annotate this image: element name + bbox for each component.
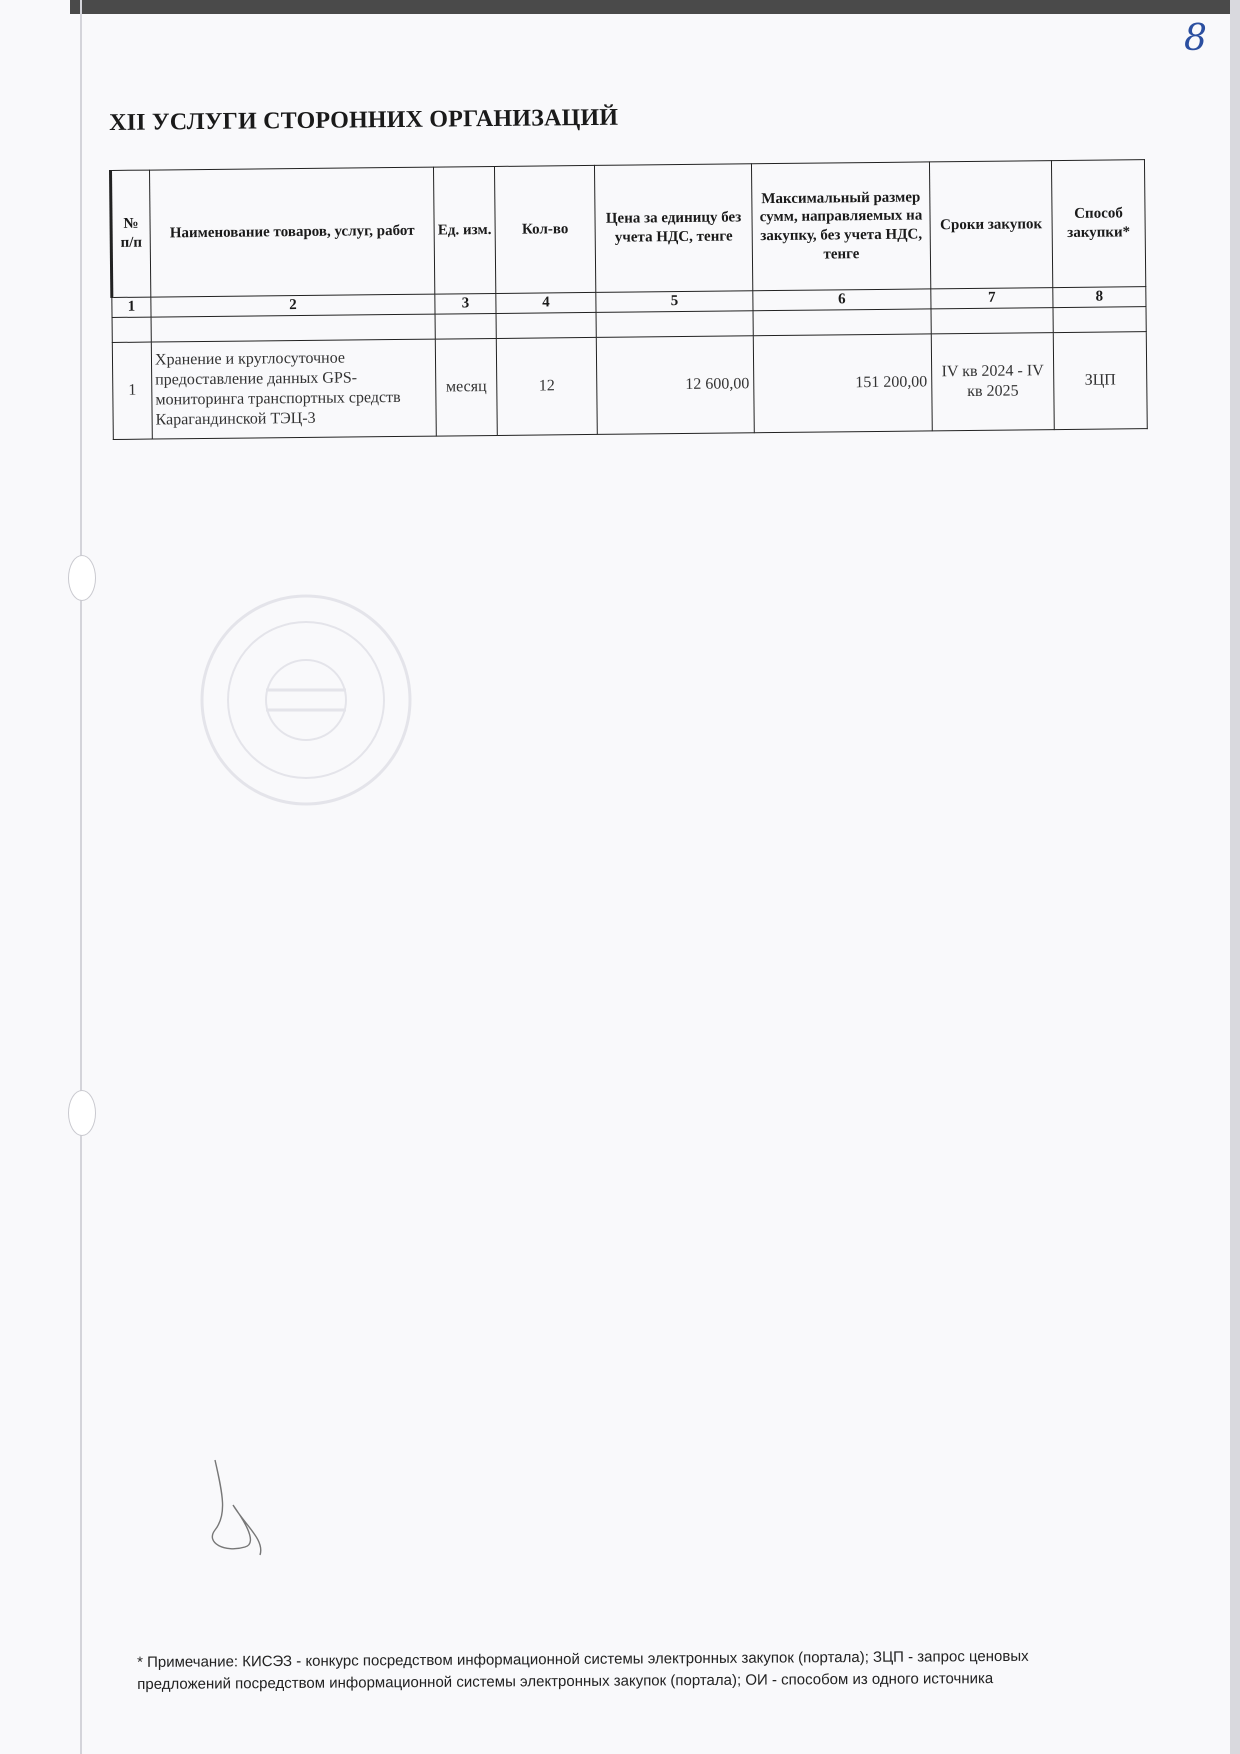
column-number-cell: 6 (753, 289, 931, 311)
handwritten-signature (205, 1455, 275, 1565)
column-number-cell: 2 (151, 294, 435, 317)
row-max-sum-cell: 151 200,00 (753, 334, 932, 433)
row-unit-cell: месяц (435, 338, 497, 436)
row-method-cell: ЗЦП (1053, 331, 1147, 429)
empty-cell (151, 314, 435, 342)
table-row (112, 331, 1147, 439)
empty-cell (931, 307, 1053, 333)
column-number-cell: 5 (596, 291, 753, 312)
column-number-cell: 4 (496, 292, 596, 313)
procurement-table-wrapper (109, 159, 1148, 440)
header-cell-unit: Ед. изм. (433, 166, 495, 294)
row-number-cell: 1 (112, 342, 152, 439)
column-number-cell: 3 (435, 293, 496, 313)
punch-hole-upper (68, 555, 96, 601)
faded-stamp (196, 590, 416, 810)
handwritten-page-number: 8 (1184, 18, 1207, 59)
empty-cell (753, 309, 931, 336)
scan-right-edge (1230, 0, 1240, 1754)
punch-hole-lower (68, 1090, 96, 1136)
row-name-cell: Хранение и круглосуточное предоставление данных GPS-мониторинга транспортных средств Карагандинской ТЭЦ-3 (151, 339, 436, 439)
row-unit-price-cell: 12 600,00 (596, 336, 754, 435)
table-header-row (111, 160, 1146, 298)
header-cell-unit-price: Цена за единицу без учета НДС, тенге (594, 164, 752, 293)
procurement-table (109, 159, 1148, 440)
scan-top-edge (70, 0, 1240, 14)
row-terms-cell: IV кв 2024 - IV кв 2025 (931, 332, 1054, 430)
empty-cell (496, 312, 596, 338)
binding-fold-line (80, 0, 82, 1754)
header-cell-quantity: Кол-во (494, 165, 595, 293)
header-cell-number: № п/п (111, 170, 151, 297)
column-number-cell: 8 (1053, 287, 1146, 308)
footnote-note: * Примечание: КИСЭЗ - конкурс посредством информационной системы электронных закупок (портала); ЗЦП - запрос ценовых предложений посредством информационной системы электронных закупок (портала); ОИ - способом из одного источника (137, 1647, 1029, 1693)
empty-cell (1053, 306, 1146, 332)
header-cell-name: Наименование товаров, услуг, работ (150, 167, 435, 297)
header-cell-terms: Сроки закупок (929, 161, 1052, 289)
column-number-cell: 7 (931, 288, 1053, 309)
empty-cell (596, 311, 753, 338)
header-cell-method: Способ закупки* (1051, 160, 1145, 288)
empty-cell (435, 313, 496, 339)
section-title: XII УСЛУГИ СТОРОННИХ ОРГАНИЗАЦИЙ (109, 104, 619, 136)
column-number-cell: 1 (112, 297, 151, 317)
row-quantity-cell: 12 (496, 337, 597, 435)
empty-cell (112, 317, 151, 342)
header-cell-max-sum: Максимальный размер сумм, направляемых на закупку, без учета НДС, тенге (751, 162, 930, 291)
